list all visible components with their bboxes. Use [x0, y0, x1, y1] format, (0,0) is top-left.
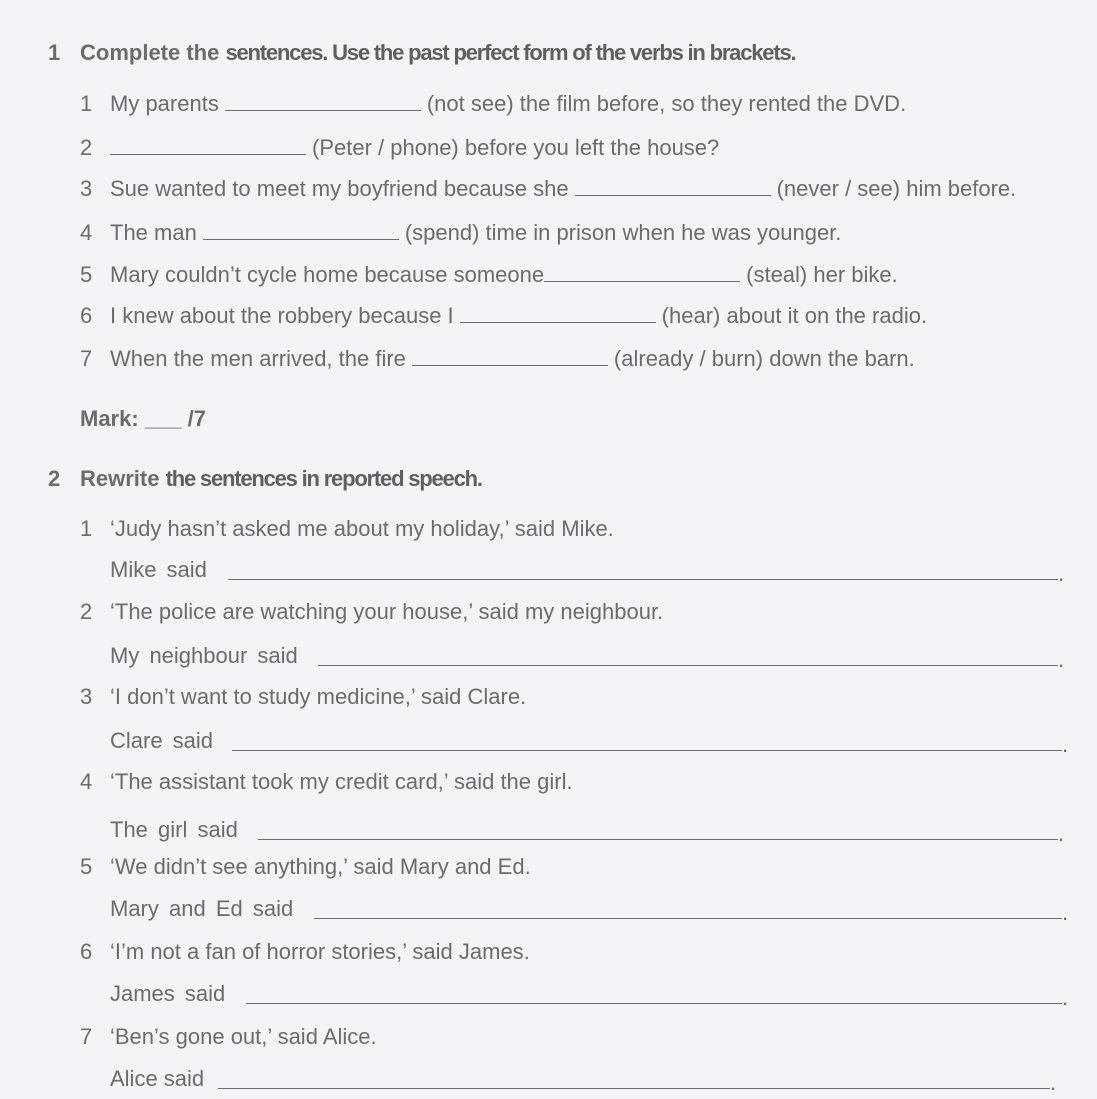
ex1-blank-7[interactable] — [412, 345, 608, 366]
ex2-item-4-quote: 4 ‘The assistant took my credit card,’ said the girl. — [80, 769, 573, 794]
ex2-period-2: . — [1058, 647, 1065, 672]
mark-total: /7 — [187, 406, 207, 431]
ex2-answer-line-4[interactable] — [258, 838, 1058, 840]
ex2-item-3-prompt: Clare said — [110, 728, 214, 753]
ex2-answer-line-1[interactable] — [228, 578, 1058, 580]
ex2-item-2-prompt: My neighbour said — [110, 643, 298, 668]
ex2-answer-line-2[interactable] — [318, 664, 1058, 666]
ex2-answer-line-6[interactable] — [246, 1002, 1062, 1004]
ex2-item-7-prompt: Alice said — [110, 1066, 205, 1091]
ex1-item-4: 4 The man (spend) time in prison when he was younger. — [80, 220, 842, 245]
exercise-1-number: 1 — [48, 40, 61, 65]
ex2-item-6-prompt: James said — [110, 981, 226, 1006]
ex2-item-2-quote: 2 ‘The police are watching your house,’ said my neighbour. — [80, 599, 664, 624]
ex2-answer-line-5[interactable] — [314, 917, 1062, 919]
ex1-blank-1[interactable] — [225, 90, 421, 111]
ex1-item-1: 1 My parents (not see) the film before, so they rented the DVD. — [80, 91, 907, 116]
ex2-answer-line-7[interactable] — [218, 1087, 1050, 1089]
mark-label: Mark: — [80, 406, 139, 431]
ex1-blank-6[interactable] — [460, 302, 656, 323]
ex2-item-7-quote: 7 ‘Ben’s gone out,’ said Alice. — [80, 1024, 377, 1049]
exercise-1-mark — [80, 406, 206, 432]
ex1-item-6: 6 I knew about the robbery because I (hear) about it on the radio. — [80, 303, 928, 328]
ex2-period-3: . — [1062, 732, 1069, 757]
ex2-item-1-prompt: Mike said — [110, 557, 207, 582]
ex1-item-3: 3 Sue wanted to meet my boyfriend because she (never / see) him before. — [80, 176, 1017, 201]
ex2-period-1: . — [1058, 561, 1065, 586]
ex2-item-5-prompt: Mary and Ed said — [110, 896, 294, 921]
ex2-period-7: . — [1050, 1070, 1057, 1095]
ex2-item-6-quote: 6 ‘I’m not a fan of horror stories,’ said James. — [80, 939, 530, 964]
ex1-item-5: 5 Mary couldn’t cycle home because someone (steal) her bike. — [80, 262, 898, 287]
ex2-item-4-prompt: The girl said — [110, 817, 238, 842]
ex1-blank-2[interactable] — [110, 134, 306, 155]
mark-blank[interactable]: ___ — [144, 406, 182, 431]
exercise-2-heading — [48, 466, 482, 492]
ex1-blank-5[interactable] — [544, 261, 740, 282]
ex2-item-5-quote: 5 ‘We didn’t see anything,’ said Mary and Ed. — [80, 854, 531, 879]
exercise-2-number: 2 — [48, 466, 61, 491]
ex2-answer-line-3[interactable] — [232, 749, 1062, 751]
ex2-period-6: . — [1062, 985, 1069, 1010]
exercise-1-instruction-b: sentences. Use the past perfect form of the verbs in brackets. — [225, 40, 796, 65]
exercise-2-instruction-a: Rewrite — [80, 466, 166, 491]
exercise-2-instruction-b: the sentences in reported speech. — [165, 466, 482, 491]
exercise-1-heading — [48, 40, 795, 66]
ex1-item-2: 2 (Peter / phone) before you left the house? — [80, 135, 720, 160]
ex1-item-7: 7 When the men arrived, the fire (already / burn) down the barn. — [80, 346, 915, 371]
ex2-period-5: . — [1062, 900, 1069, 925]
ex2-item-1-quote: 1 ‘Judy hasn’t asked me about my holiday,’ said Mike. — [80, 516, 614, 541]
exercise-1-instruction-a: Complete the — [80, 40, 226, 65]
ex2-item-3-quote: 3 ‘I don’t want to study medicine,’ said Clare. — [80, 684, 527, 709]
ex1-blank-3[interactable] — [575, 175, 771, 196]
ex1-blank-4[interactable] — [203, 219, 399, 240]
ex2-period-4: . — [1058, 821, 1065, 846]
